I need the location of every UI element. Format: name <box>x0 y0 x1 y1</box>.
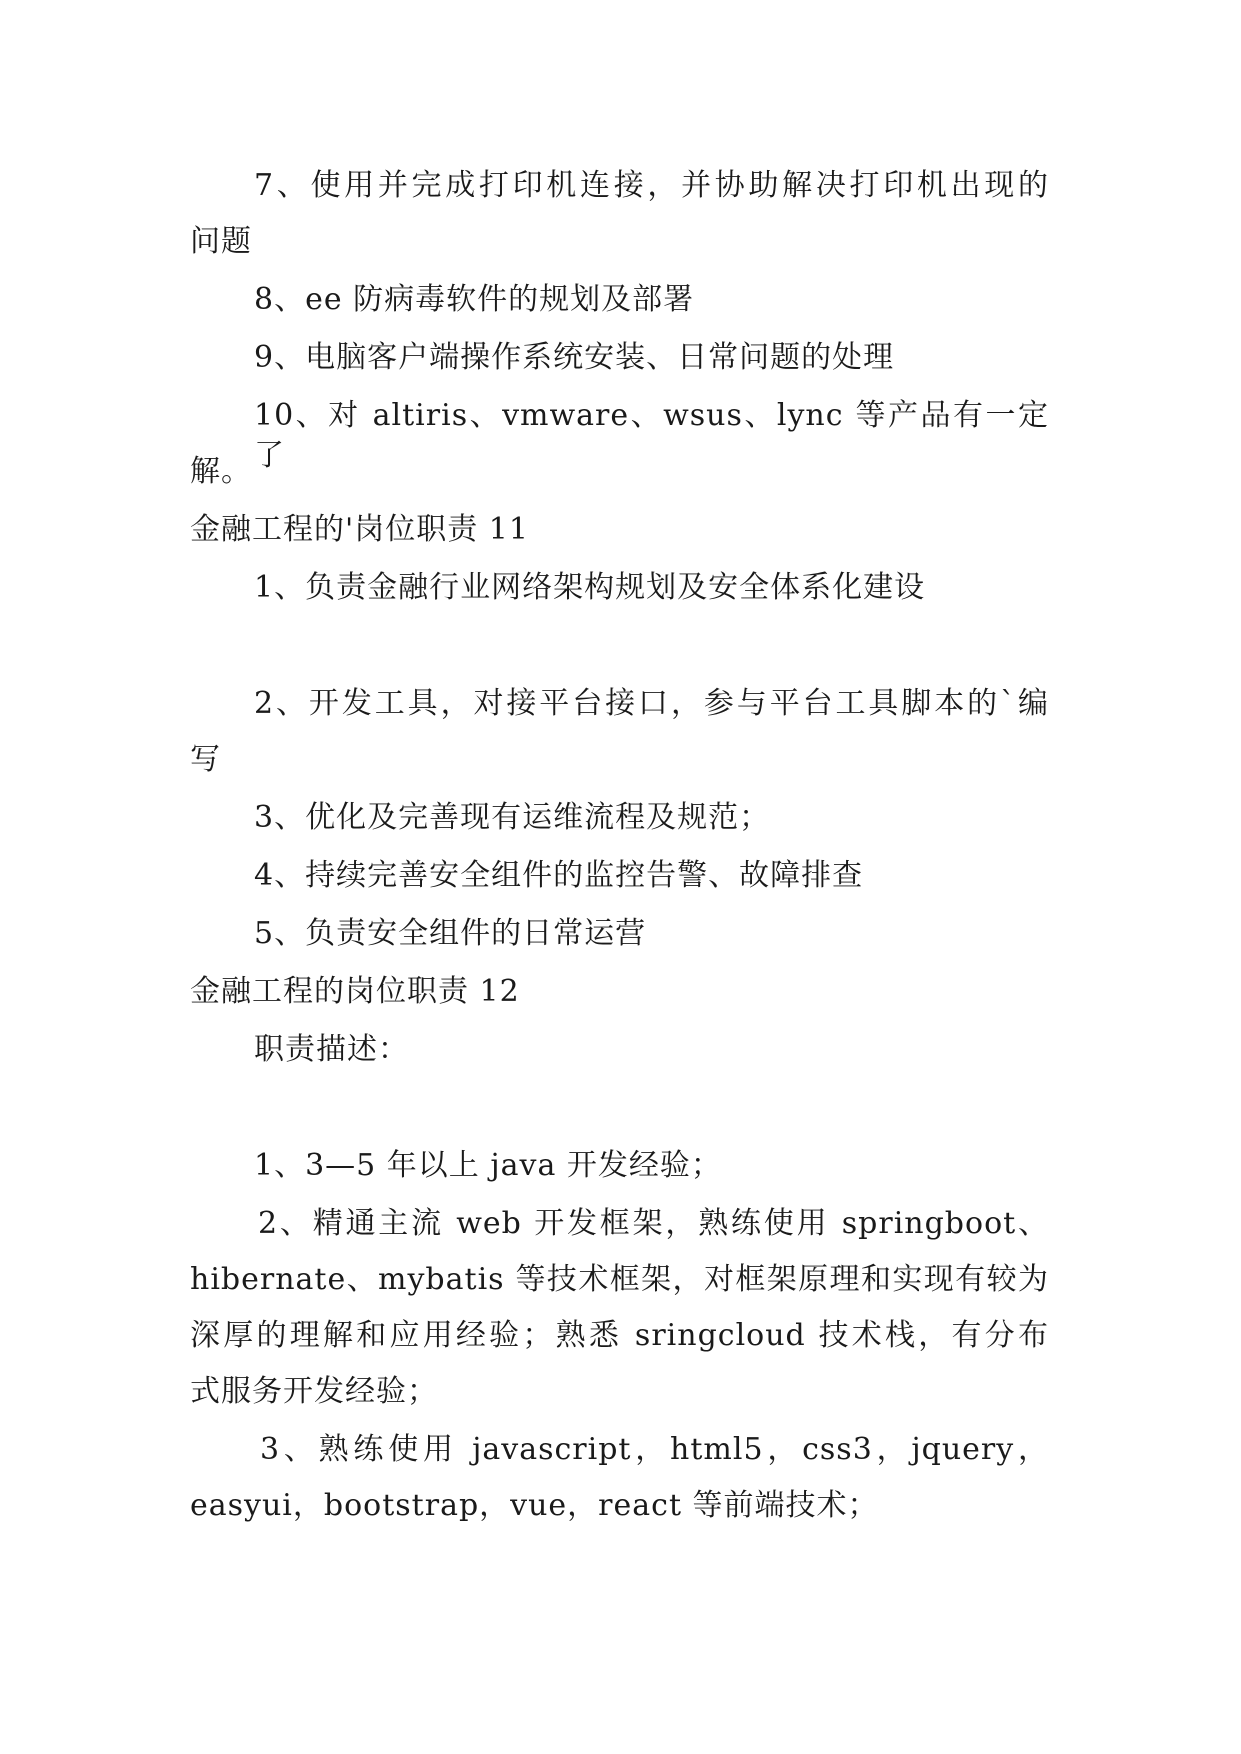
paragraph-line-8: 8、ee 防病毒软件的规划及部署 <box>254 282 695 317</box>
paragraph-line-12-2-cont-c: 式服务开发经验； <box>190 1374 438 1409</box>
paragraph-line-7: 7、使用并完成打印机连接，并协助解决打印机出现的 <box>254 168 1049 203</box>
paragraph-line-12-1: 1、3—5 年以上 java 开发经验； <box>254 1148 722 1183</box>
paragraph-line-11-1: 1、负责金融行业网络架构规划及安全体系化建设 <box>254 570 926 605</box>
paragraph-line-12-3-cont: easyui，bootstrap，vue，react 等前端技术； <box>190 1488 879 1523</box>
paragraph-line-10: 10、对 altiris、vmware、wsus、lync 等产品有一定了 <box>254 398 1049 473</box>
paragraph-line-10-cont: 解。 <box>190 454 252 489</box>
paragraph-line-11-2: 2、开发工具，对接平台接口，参与平台工具脚本的`编 <box>254 686 1049 721</box>
paragraph-line-12-2-cont-b: 深厚的理解和应用经验；熟悉 sringcloud 技术栈，有分布 <box>190 1318 1049 1353</box>
paragraph-line-12-2: 2、精通主流 web 开发框架，熟练使用 springboot、 <box>258 1206 1049 1241</box>
paragraph-line-12-intro: 职责描述： <box>254 1032 409 1067</box>
paragraph-line-9: 9、电脑客户端操作系统安装、日常问题的处理 <box>254 340 895 375</box>
paragraph-line-11-3: 3、优化及完善现有运维流程及规范； <box>254 800 771 835</box>
section-heading-12: 金融工程的岗位职责 12 <box>190 974 520 1009</box>
paragraph-line-11-5: 5、负责安全组件的日常运营 <box>254 916 647 951</box>
paragraph-line-11-4: 4、持续完善安全组件的监控告警、故障排查 <box>254 858 864 893</box>
paragraph-line-11-2-cont: 写 <box>190 742 221 777</box>
paragraph-line-12-3: 3、熟练使用 javascript，html5，css3，jquery， <box>260 1432 1049 1467</box>
section-heading-11: 金融工程的'岗位职责 11 <box>190 512 529 547</box>
paragraph-line-12-2-cont-a: hibernate、mybatis 等技术框架，对框架原理和实现有较为 <box>190 1262 1049 1297</box>
paragraph-line-7-cont: 问题 <box>190 224 252 259</box>
